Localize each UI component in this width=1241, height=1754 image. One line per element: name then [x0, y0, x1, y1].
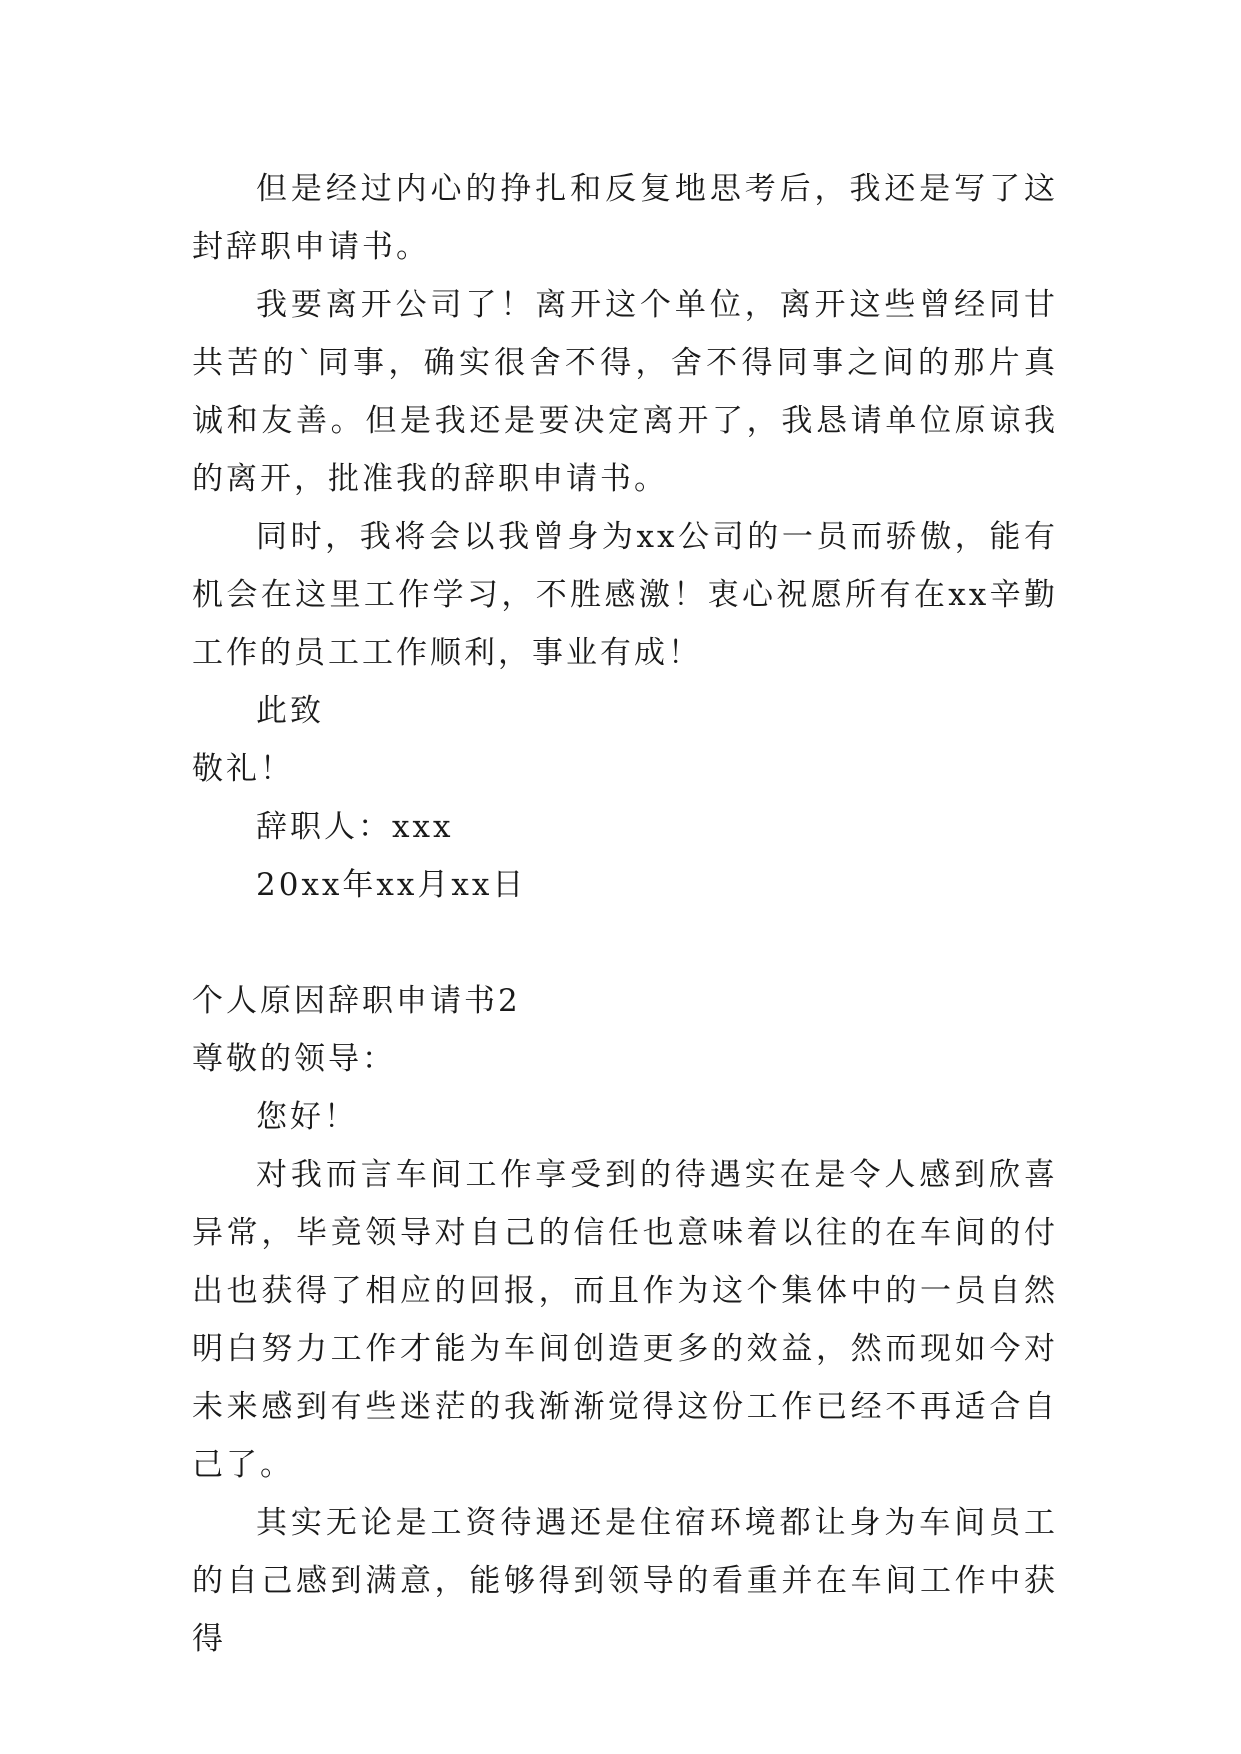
closing-line: 此致 — [256, 693, 324, 729]
paragraph: 对我而言车间工作享受到的待遇实在是令人感到欣喜异常，毕竟领导对自己的信任也意味着以往的在车间的付出也获得了相应的回报，而且作为这个集体中的一员自然明白努力工作才能为车间创造更多的效益，然而现如今对未来感到有些迷茫的我渐渐觉得这份工作已经不再适合自己了。 — [192, 1157, 1058, 1483]
paragraph: 同时，我将会以我曾身为xx公司的一员而骄傲，能有机会在这里工作学习，不胜感激！衷心祝愿所有在xx辛勤工作的员工工作顺利，事业有成！ — [192, 519, 1058, 671]
signer-line: 辞职人：xxx — [256, 809, 454, 845]
hello-line: 您好！ — [256, 1099, 358, 1135]
paragraph: 我要离开公司了！离开这个单位，离开这些曾经同甘共苦的`同事，确实很舍不得，舍不得同事之间的那片真诚和友善。但是我还是要决定离开了，我恳请单位原谅我的离开，批准我的辞职申请书。 — [192, 287, 1058, 497]
document-body — [192, 160, 1058, 1668]
section-title: 个人原因辞职申请书2 — [192, 983, 521, 1019]
paragraph: 其实无论是工资待遇还是住宿环境都让身为车间员工的自己感到满意，能够得到领导的看重并在车间工作中获得 — [192, 1505, 1058, 1657]
paragraph: 但是经过内心的挣扎和反复地思考后，我还是写了这封辞职申请书。 — [192, 171, 1058, 265]
date-line: 20xx年xx月xx日 — [256, 867, 527, 903]
salute-line: 敬礼！ — [192, 751, 294, 787]
greeting-line: 尊敬的领导： — [192, 1041, 396, 1077]
spacer — [192, 914, 1058, 972]
